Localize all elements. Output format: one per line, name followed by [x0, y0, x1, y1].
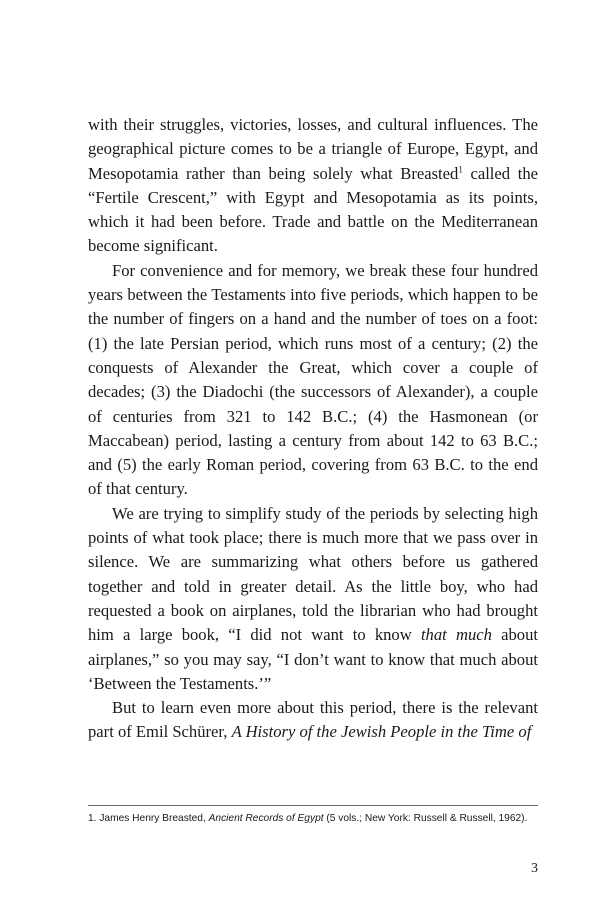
paragraph-4-text: But to learn even more about this period, there is the relevant part of Emil Schürer,	[88, 698, 538, 742]
body-text	[88, 113, 538, 745]
footnote-reference[interactable]: 1	[458, 164, 463, 175]
footnote-author: James Henry Breasted,	[96, 813, 209, 824]
footnote	[88, 812, 538, 826]
paragraph-3-text-a: We are trying to simplify study of the periods by selecting high points of what took place; there is much more that we pass over in silence. We are summarizing what others before us gathered together and told in greater detail. As the little boy, who had requested a book on airplanes, told the librarian who had brought him a large book, “I did not want to know	[88, 503, 538, 645]
footnote-number: 1.	[88, 813, 97, 824]
paragraph-2: For convenience and for memory, we break these four hundred years between the Testaments into five periods, which happen to be the number of fingers on a hand and the number of toes on a foot: (1) the late Persian period, which runs most of a century; (2) the conquests of Alexander the Great, which cover a couple of decades; (3) the Diadochi (the successors of Alexander), a couple of centuries from 321 to 142 B.C.; (4) the Hasmonean (or Maccabean) period, lasting a century from about 142 to 63 B.C.; and (5) the early Roman period, covering from 63 B.C. to the end of that century.	[88, 260, 538, 499]
paragraph-4	[88, 696, 538, 745]
footnote-details: (5 vols.; New York: Russell & Russell, 1962).	[323, 813, 528, 824]
paragraph-1	[88, 113, 538, 259]
paragraph-1-text-b: called the “Fertile Crescent,” with Egypt and Mesopotamia as its points, which it had been before. Trade and battle on the Mediterranean become significant.	[88, 163, 538, 256]
paragraph-4-book-title: A History of the Jewish People in the Time of	[231, 722, 532, 742]
paragraph-3-text-b: about airplanes,” so you may say, “I don’t want to know that much about ‘Between the Testaments.’”	[88, 625, 539, 693]
paragraph-3-emphasis: that much	[420, 625, 492, 645]
footnote-title: Ancient Records of Egypt	[208, 813, 324, 824]
paragraph-1-text-a: with their struggles, victories, losses, and cultural influences. The geographical picture comes to be a triangle of Europe, Egypt, and Mesopotamia rather than being solely what Breasted	[88, 115, 538, 183]
paragraph-3	[88, 502, 538, 696]
page-number: 3	[531, 861, 538, 876]
footnote-divider	[88, 805, 538, 806]
